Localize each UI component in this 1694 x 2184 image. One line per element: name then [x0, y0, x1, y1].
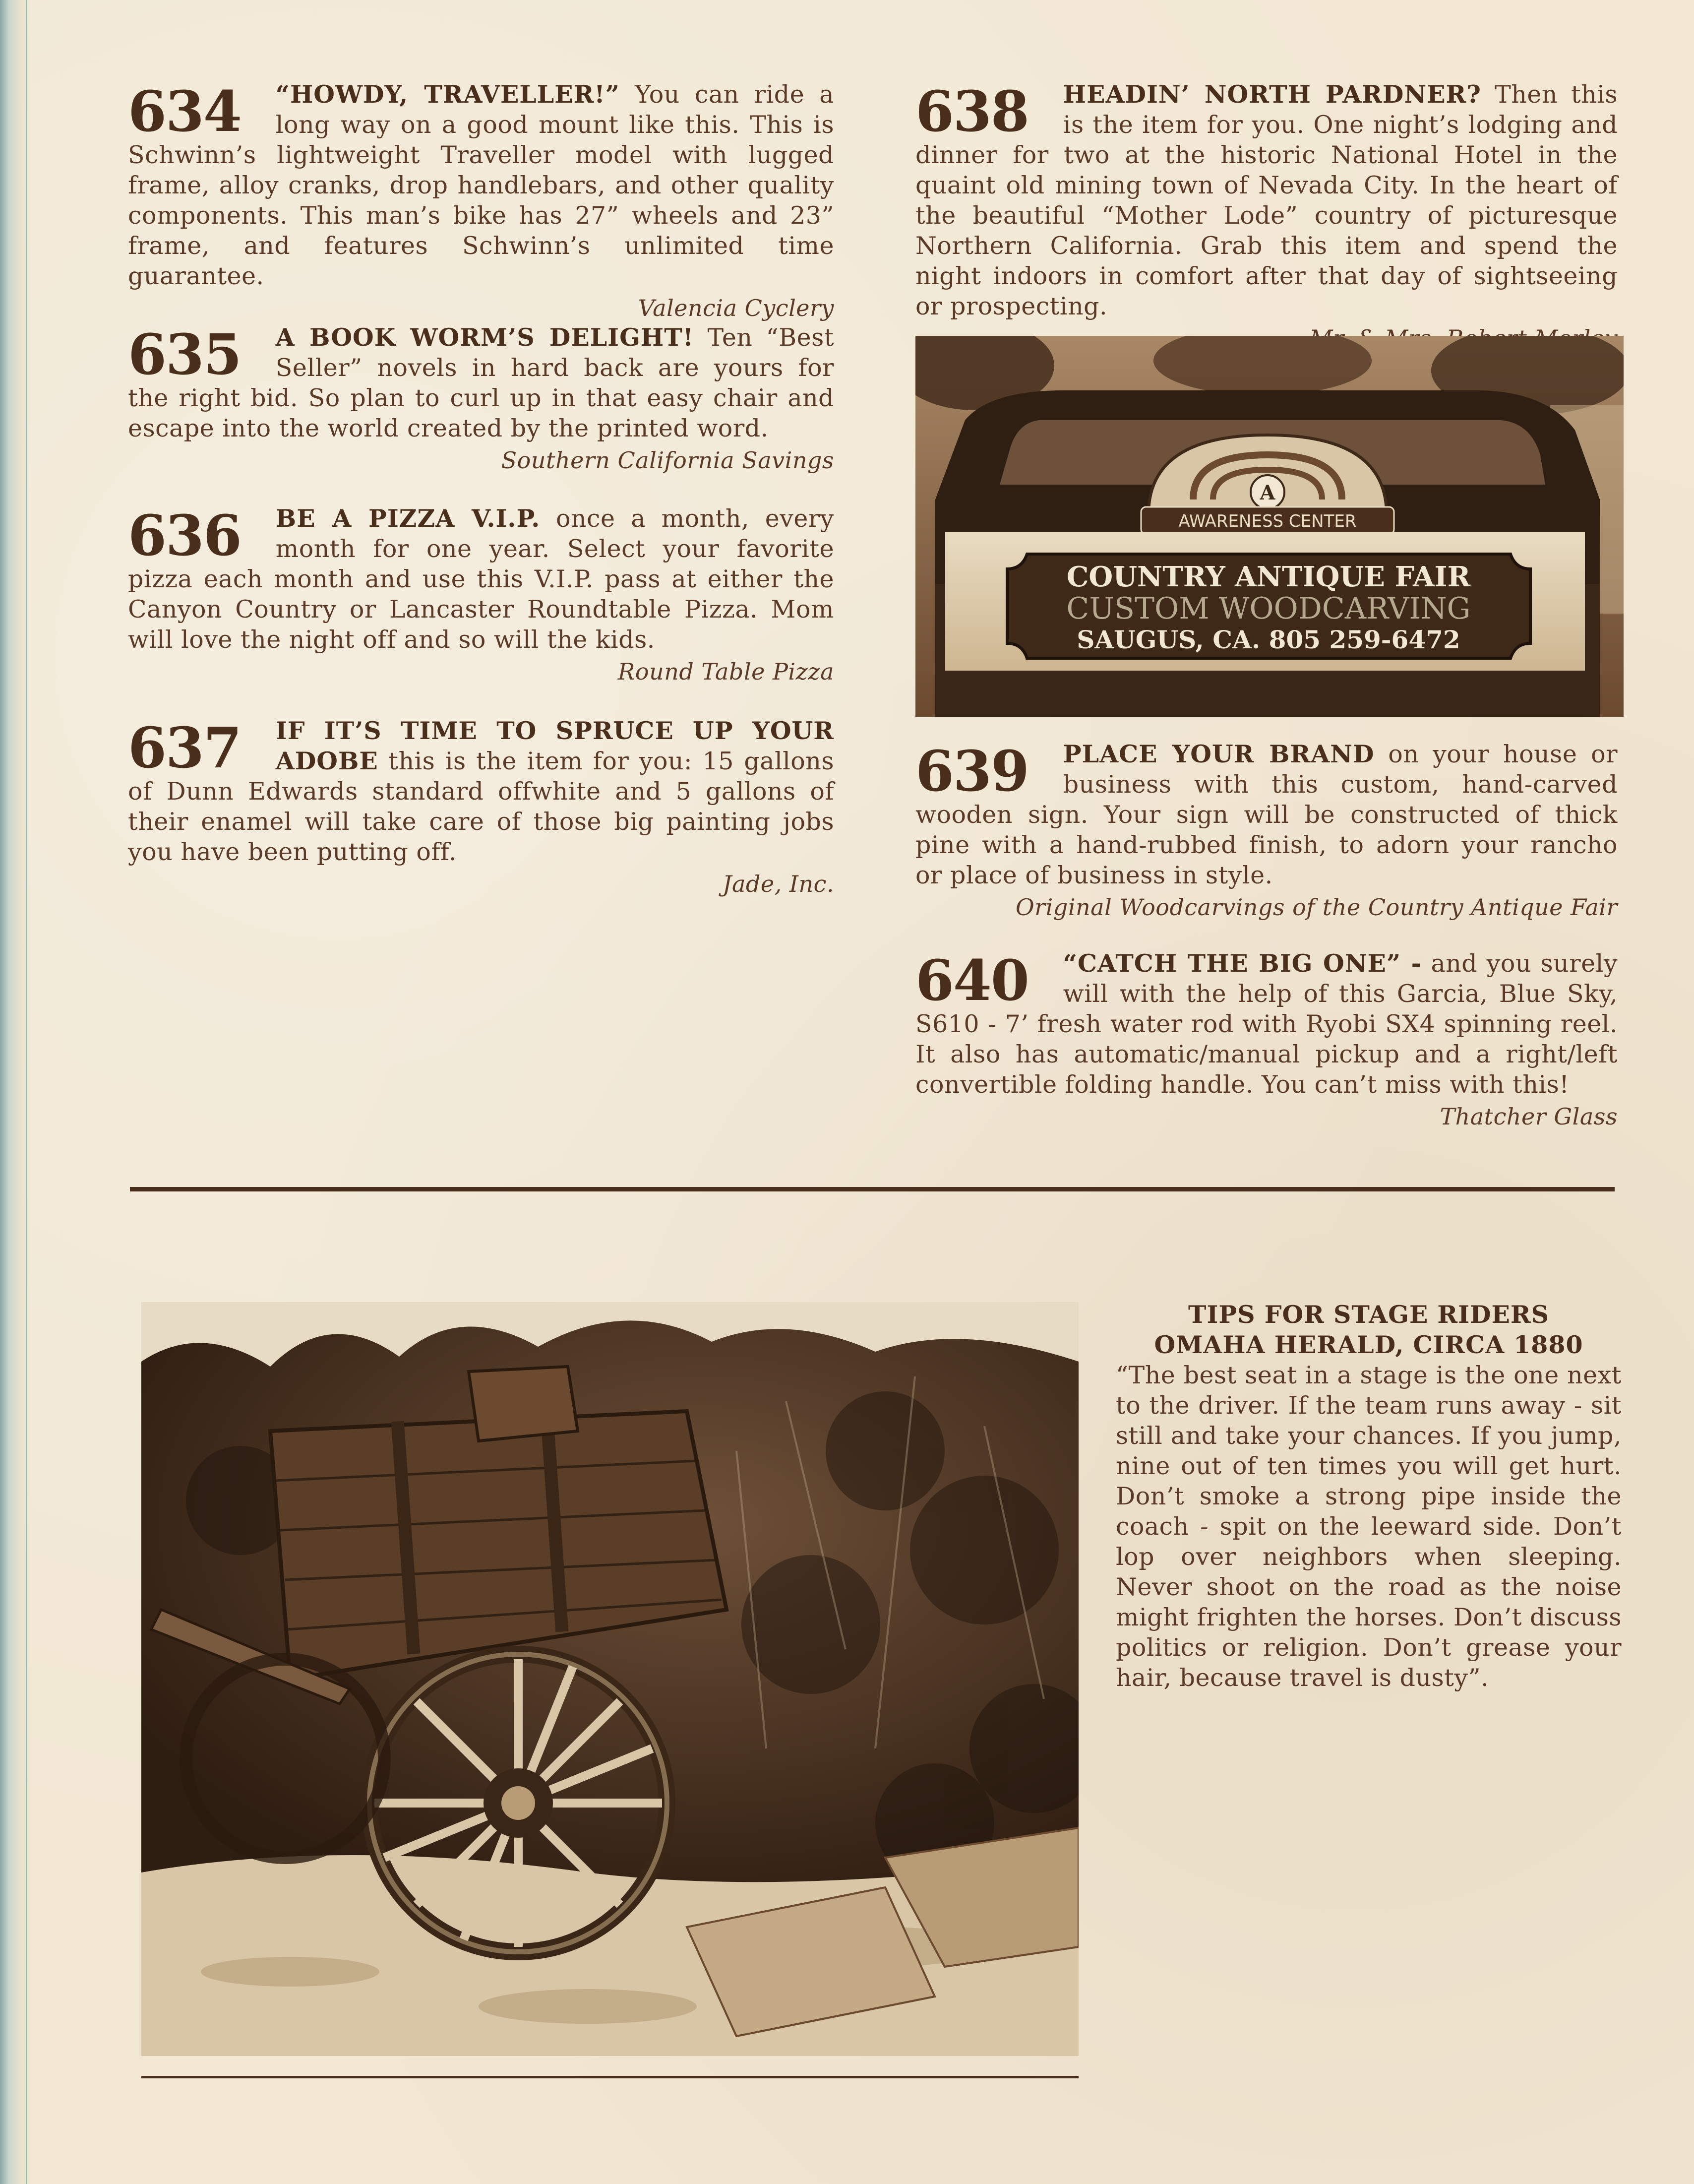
item-description: once a month, every month for one year. Select your favorite pizza each month and use this V.I.P. pass at either the Canyon Country or Lancaster Roundtable Pizza. Mom will love the night off and so will the kids. [128, 504, 834, 654]
auction-item-639 [915, 739, 1618, 922]
woodcarving-sign-photo [915, 336, 1624, 717]
item-headline: IF IT’S TIME TO SPRUCE UP YOUR ADOBE [275, 716, 834, 775]
item-headline: HEADIN’ NORTH PARDNER? [1063, 80, 1481, 109]
item-number: 635 [128, 322, 241, 387]
item-donor: Thatcher Glass [1440, 1103, 1618, 1130]
tips-title: TIPS FOR STAGE RIDERS [1188, 1300, 1549, 1329]
binding-edge [0, 0, 30, 2184]
auction-item-634 [128, 79, 834, 323]
item-headline: BE A PIZZA V.I.P. [275, 504, 541, 533]
tips-subtitle: OMAHA HERALD, CIRCA 1880 [1154, 1330, 1583, 1359]
section-divider [130, 1187, 1615, 1191]
item-description: Then this is the item for you. One night’s lodging and dinner for two at the historic National Hotel in the quaint old mining town of Nevada City. In the heart of the beautiful “Mother Lode” country of picturesque Northern California. Grab this item and spend the night indoors in comfort after that day of sightseeing or prospecting. [915, 80, 1618, 320]
sign-line-2: CUSTOM WOODCARVING [1066, 591, 1471, 626]
item-number: 640 [915, 948, 1028, 1013]
item-headline: “CATCH THE BIG ONE” - [1063, 949, 1422, 978]
item-description: on your house or business with this custom, hand-carved wooden sign. Your sign will be constructed of thick pine with a hand-rubbed finish, to adorn your rancho or place of business in style. [915, 740, 1618, 889]
old-wagon-photo [141, 1302, 1079, 2056]
item-number: 636 [128, 503, 241, 568]
auction-item-637 [128, 716, 834, 899]
item-number: 634 [128, 79, 241, 144]
stage-rider-tips [1116, 1300, 1622, 1693]
item-number: 639 [915, 739, 1028, 804]
item-donor: Southern California Savings [501, 447, 834, 474]
item-headline: “HOWDY, TRAVELLER!” [275, 80, 620, 109]
binding-line [26, 0, 27, 2184]
tips-body: “The best seat in a stage is the one next to the driver. If the team runs away - sit still and take your chances. If you jump, nine out of ten times you will get hurt. Don’t smoke a strong pipe inside the coach - spit on the leeward side. Don’t lop over neighbors when sleeping. Never shoot on the road as the noise might frighten the horses. Don’t discuss politics or religion. Don’t grease your hair, because travel is dusty”. [1116, 1361, 1622, 1692]
auction-item-638 [915, 79, 1618, 353]
item-description: this is the item for you: 15 gallons of Dunn Edwards standard offwhite and 5 gallons of their enamel will take care of those big painting jobs you have been putting off. [128, 747, 834, 866]
photo-underline [141, 2076, 1079, 2078]
item-donor: Jade, Inc. [723, 871, 834, 897]
item-headline: PLACE YOUR BRAND [1063, 740, 1375, 768]
wagon-photo-graphic [141, 1302, 1079, 2056]
auction-item-635 [128, 322, 834, 475]
item-number: 637 [128, 716, 241, 781]
item-donor: Original Woodcarvings of the Country Antique Fair [1015, 894, 1618, 921]
item-donor: Valencia Cyclery [638, 295, 834, 321]
item-headline: A BOOK WORM’S DELIGHT! [275, 323, 694, 352]
item-donor: Round Table Pizza [617, 658, 834, 685]
plaque-letter: A [1260, 481, 1275, 504]
auction-item-640 [915, 948, 1618, 1131]
sign-line-3: SAUGUS, CA. 805 259-6472 [1077, 625, 1460, 654]
item-description: Ten “Best Seller” novels in hard back are yours for the right bid. So plan to curl up in that easy chair and escape into the world created by the printed word. [128, 323, 834, 442]
item-description: and you surely will with the help of this Garcia, Blue Sky, S610 - 7’ fresh water rod with Ryobi SX4 spinning reel. It also has automatic/manual pickup and a right/left convertible folding handle. You can’t miss with this! [915, 949, 1618, 1099]
sign-line-1: COUNTRY ANTIQUE FAIR [1066, 561, 1471, 593]
auction-item-636 [128, 503, 834, 686]
plaque-caption: AWARENESS CENTER [1178, 511, 1357, 531]
item-description: You can ride a long way on a good mount like this. This is Schwinn’s lightweight Traveller model with lugged frame, alloy cranks, drop handlebars, and other quality components. This man’s bike has 27” wheels and 23” frame, and features Schwinn’s unlimited time guarantee. [128, 80, 834, 290]
item-number: 638 [915, 79, 1028, 144]
sign-photo-graphic [915, 336, 1624, 717]
